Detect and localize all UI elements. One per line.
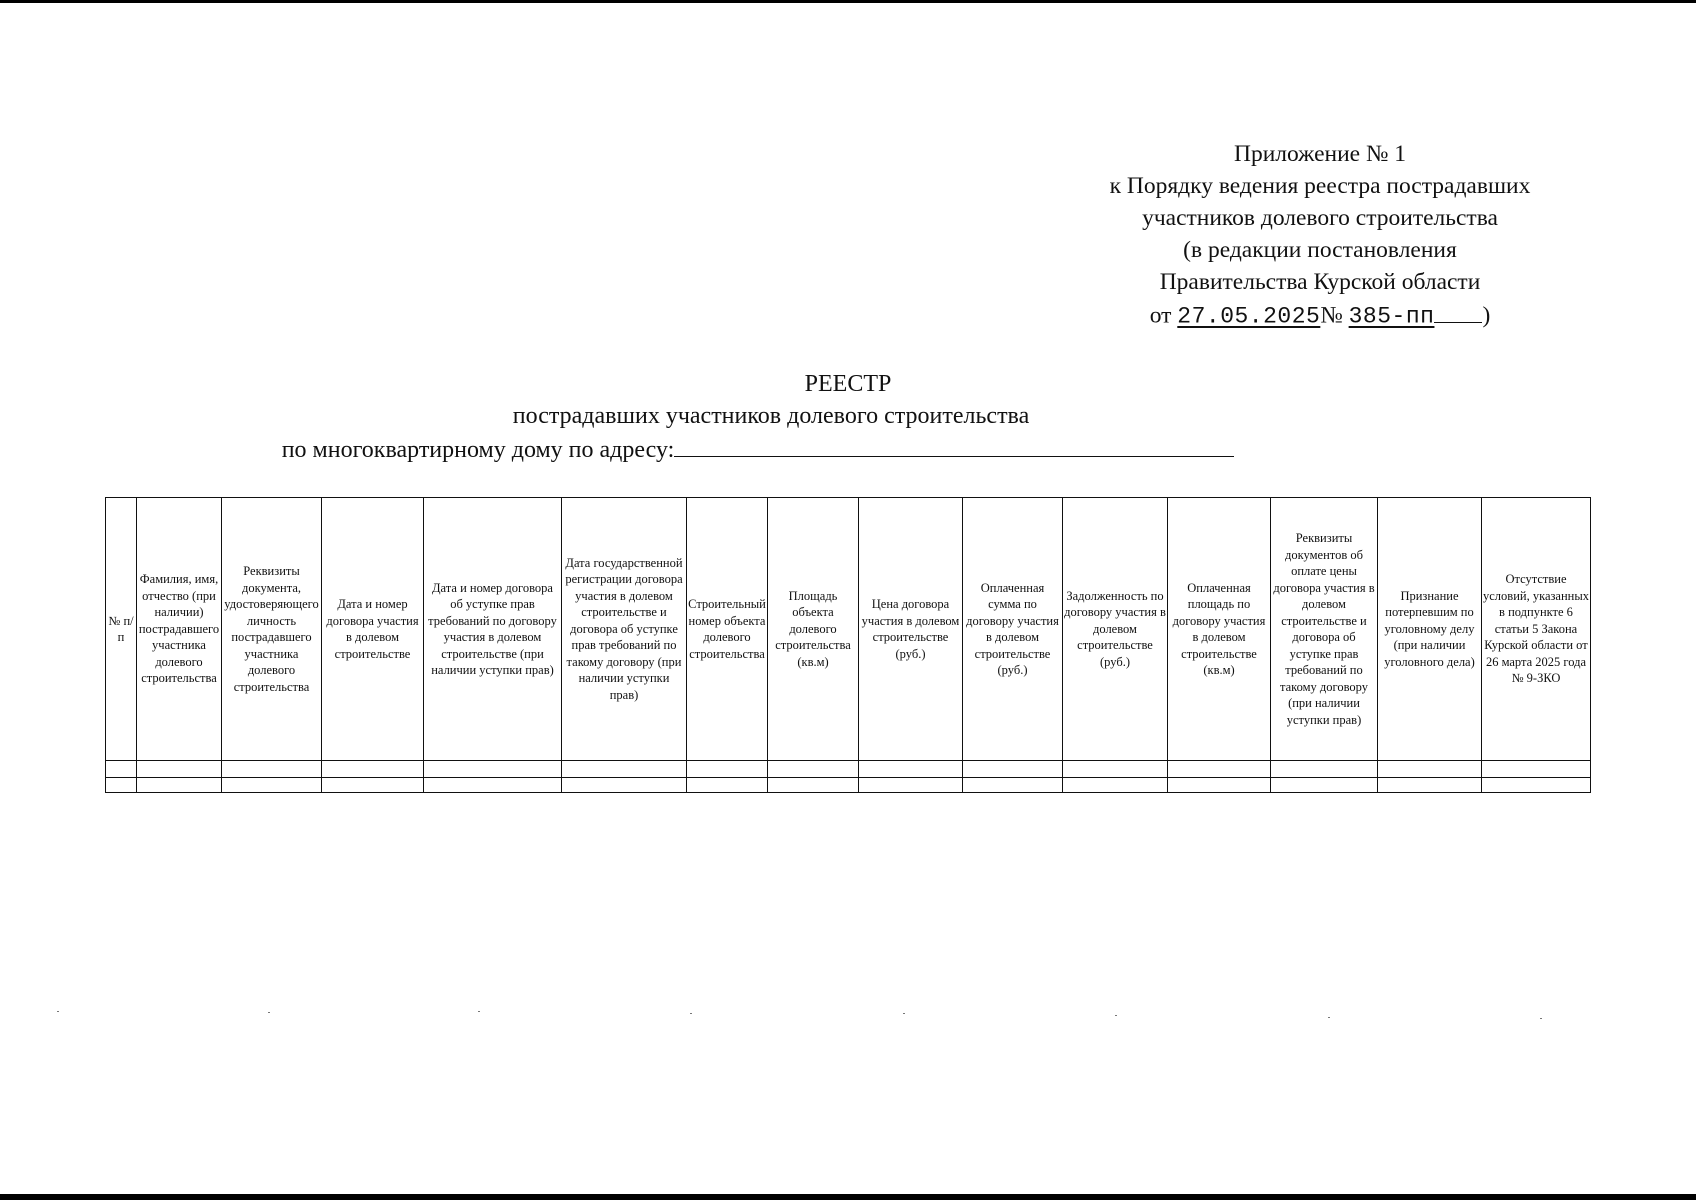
table-header-row <box>106 498 1591 761</box>
table-cell <box>562 761 687 778</box>
appendix-line-2: к Порядку ведения реестра пострадавших <box>1109 173 1531 199</box>
col-header-paid-amount: Оплаченная сумма по договору участия в долевом строительстве (руб.) <box>963 498 1063 761</box>
table-cell <box>322 778 424 793</box>
table-row <box>106 778 1591 793</box>
table-cell <box>1271 778 1378 793</box>
appendix-title: Приложение № 1 <box>1233 141 1407 167</box>
registry-table <box>105 497 1591 793</box>
table-cell <box>106 778 137 793</box>
col-header-registration-date: Дата государственной регистрации договора участия в долевом строительстве и договора об уступке прав требований по такому договору (при наличии уступки прав) <box>562 498 687 761</box>
col-header-absence-of-conditions: Отсутствие условий, указанных в подпункте 6 статьи 5 Закона Курской области от 26 марта 2025 года № 9-ЗКО <box>1482 498 1591 761</box>
scan-speck <box>57 1011 59 1012</box>
col-header-contract-date-number: Дата и номер договора участия в долевом строительстве <box>322 498 424 761</box>
table-cell <box>137 778 222 793</box>
address-label: по многоквартирному дому по адресу: <box>281 437 675 463</box>
table-row <box>106 761 1591 778</box>
appendix-line-3: участников долевого строительства <box>1142 205 1498 231</box>
col-header-identity-document: Реквизиты документа, удостоверяющего личность пострадавшего участника долевого строительства <box>222 498 322 761</box>
appendix-line-5: Правительства Курской области <box>1159 269 1481 295</box>
table-cell <box>963 778 1063 793</box>
closing-paren: ) <box>1482 302 1491 329</box>
col-header-object-area: Площадь объекта долевого строительства (кв.м) <box>768 498 859 761</box>
table-cell <box>424 778 562 793</box>
col-header-payment-documents: Реквизиты документов об оплате цены договора участия в долевом строительстве и договора об уступке прав требований по такому договору (при наличии уступки прав) <box>1271 498 1378 761</box>
appendix-date-line <box>1060 298 1580 333</box>
table-cell <box>859 778 963 793</box>
table-cell <box>768 778 859 793</box>
table-cell <box>137 761 222 778</box>
table-cell <box>963 761 1063 778</box>
decree-date: 27.05.2025 <box>1177 303 1321 330</box>
register-title-block <box>0 368 1696 466</box>
table-cell <box>859 761 963 778</box>
table-cell <box>1482 778 1591 793</box>
col-header-building-number: Строительный номер объекта долевого строительства <box>687 498 768 761</box>
scan-speck <box>1328 1017 1330 1018</box>
table-cell <box>1168 778 1271 793</box>
col-header-assignment-contract: Дата и номер договора об уступке прав требований по договору участия в долевом строительстве (при наличии уступки прав) <box>424 498 562 761</box>
col-header-paid-area: Оплаченная площадь по договору участия в долевом строительстве (кв.м) <box>1168 498 1271 761</box>
appendix-line-4: (в редакции постановления <box>1183 237 1457 263</box>
col-header-debt: Задолженность по договору участия в долевом строительстве (руб.) <box>1063 498 1168 761</box>
table-cell <box>768 761 859 778</box>
scan-speck <box>268 1012 270 1013</box>
scan-speck <box>478 1011 480 1012</box>
decree-number: 385-пп <box>1348 303 1435 330</box>
table-cell <box>562 778 687 793</box>
table-cell <box>1378 778 1482 793</box>
register-subtitle: пострадавших участников долевого строительства <box>512 403 1030 429</box>
table-cell <box>106 761 137 778</box>
address-blank-field <box>674 432 1234 457</box>
table-cell <box>687 761 768 778</box>
table-cell <box>1378 761 1482 778</box>
table-cell <box>222 778 322 793</box>
scan-edge-bottom <box>0 1194 1696 1200</box>
scan-speck <box>690 1013 692 1014</box>
table-cell <box>424 761 562 778</box>
table-cell <box>222 761 322 778</box>
number-sign: № <box>1320 302 1343 329</box>
col-header-contract-price: Цена договора участия в долевом строительстве (руб.) <box>859 498 963 761</box>
number-blank-line <box>1434 298 1482 323</box>
col-header-number: № п/п <box>106 498 137 761</box>
register-address-line <box>0 432 1696 466</box>
scan-speck <box>1115 1015 1117 1016</box>
table-cell <box>1271 761 1378 778</box>
table-cell <box>1168 761 1271 778</box>
table-cell <box>687 778 768 793</box>
date-prefix: от <box>1149 302 1172 329</box>
scan-speck <box>1540 1018 1542 1019</box>
table-cell <box>1482 761 1591 778</box>
scan-speck <box>903 1013 905 1014</box>
scan-edge-top <box>0 0 1696 3</box>
col-header-full-name: Фамилия, имя, отчество (при наличии) пострадавшего участника долевого строительства <box>137 498 222 761</box>
table-cell <box>322 761 424 778</box>
register-title: РЕЕСТР <box>804 371 892 397</box>
table-cell <box>1063 761 1168 778</box>
appendix-block <box>1060 138 1580 333</box>
col-header-victim-status: Признание потерпевшим по уголовному делу (при наличии уголовного дела) <box>1378 498 1482 761</box>
table-cell <box>1063 778 1168 793</box>
